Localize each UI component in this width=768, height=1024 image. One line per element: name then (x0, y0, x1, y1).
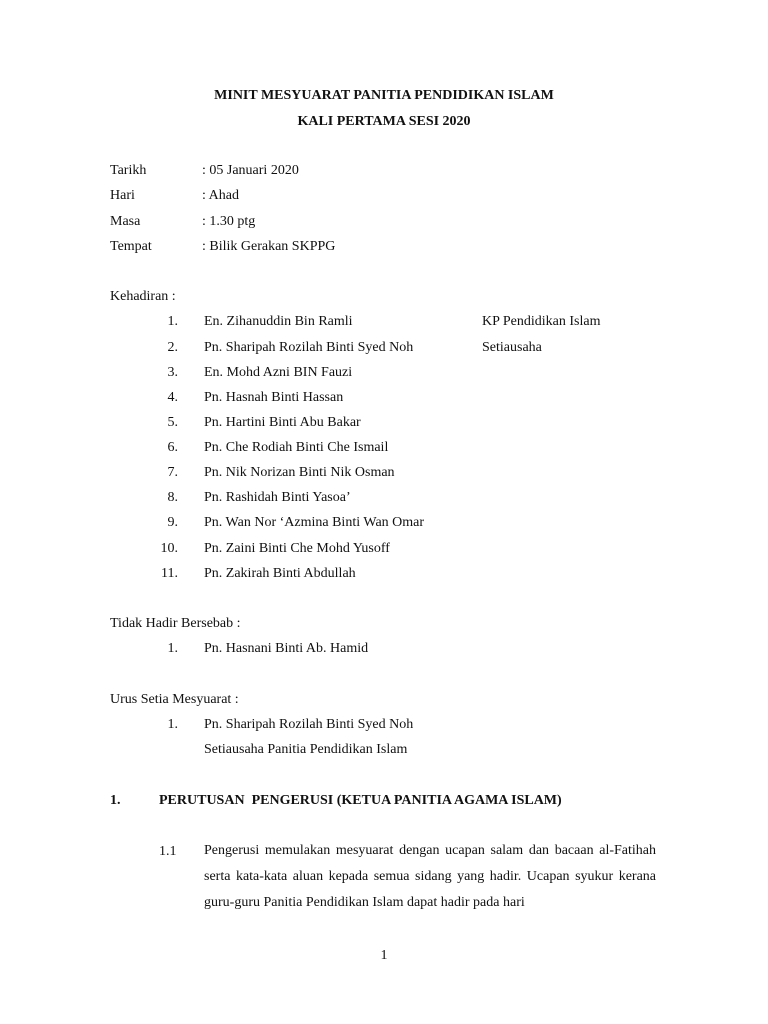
secretariat-number: 1. (167, 717, 178, 732)
attendee-name: Pn. Rashidah Binti Yasoa’ (204, 490, 351, 505)
section-title: PERUTUSAN PENGERUSI (KETUA PANITIA AGAMA ISLAM) (159, 793, 562, 808)
info-value: : 05 Januari 2020 (202, 163, 299, 178)
attendee-name: Pn. Hasnah Binti Hassan (204, 390, 344, 405)
info-value: : Bilik Gerakan SKPPG (202, 239, 336, 254)
info-label: Tempat (110, 239, 152, 254)
attendee-name: Pn. Nik Norizan Binti Nik Osman (204, 465, 395, 480)
attendee-name: En. Mohd Azni BIN Fauzi (204, 365, 353, 380)
attendee-number: 8. (167, 490, 178, 505)
attendee-role: KP Pendidikan Islam (482, 314, 601, 329)
attendee-number: 9. (167, 515, 178, 530)
attendee-name: Pn. Hartini Binti Abu Bakar (204, 415, 361, 430)
secretariat-name: Pn. Sharipah Rozilah Binti Syed Noh (204, 717, 414, 732)
secretariat-heading: Urus Setia Mesyuarat : (110, 692, 239, 707)
info-label: Hari (110, 188, 135, 203)
attendee-number: 1. (167, 314, 178, 329)
info-label: Masa (110, 214, 141, 229)
attendee-number: 3. (167, 365, 178, 380)
attendee-number: 4. (167, 390, 178, 405)
attendee-name: Pn. Wan Nor ‘Azmina Binti Wan Omar (204, 515, 425, 530)
attendee-name: En. Zihanuddin Bin Ramli (204, 314, 353, 329)
document-title-line2: KALI PERTAMA SESI 2020 (297, 114, 471, 129)
attendee-number: 5. (167, 415, 178, 430)
attendee-number: 10. (160, 541, 178, 556)
attendee-name: Pn. Sharipah Rozilah Binti Syed Noh (204, 340, 414, 355)
attendee-number: 7. (167, 465, 178, 480)
info-value: : Ahad (202, 188, 239, 203)
document-title-line1: MINIT MESYUARAT PANITIA PENDIDIKAN ISLAM (214, 88, 554, 103)
attendee-role: Setiausaha (482, 340, 542, 355)
attendee-number: 6. (167, 440, 178, 455)
secretariat-position: Setiausaha Panitia Pendidikan Islam (204, 742, 408, 757)
info-label: Tarikh (110, 163, 147, 178)
attendee-number: 11. (161, 566, 178, 581)
attendee-name: Pn. Che Rodiah Binti Che Ismail (204, 440, 389, 455)
attendance-heading: Kehadiran : (110, 289, 176, 304)
item-number: 1.1 (159, 844, 177, 859)
absent-number: 1. (167, 641, 178, 656)
attendee-name: Pn. Zakirah Binti Abdullah (204, 566, 356, 581)
absent-name: Pn. Hasnani Binti Ab. Hamid (204, 641, 369, 656)
section-number: 1. (110, 793, 121, 808)
info-value: : 1.30 ptg (202, 214, 256, 229)
item-paragraph: Pengerusi memulakan mesyuarat dengan ucapan salam dan bacaan al-Fatihah serta kata-kata aluan kepada semua sidang yang hadir. Ucapan syukur kerana guru-guru Panitia Pendidikan Islam dapat hadir pada hari (204, 843, 656, 910)
absent-heading: Tidak Hadir Bersebab : (110, 616, 241, 631)
attendee-number: 2. (167, 340, 178, 355)
page-number: 1 (380, 948, 388, 963)
attendee-name: Pn. Zaini Binti Che Mohd Yusoff (204, 541, 390, 556)
